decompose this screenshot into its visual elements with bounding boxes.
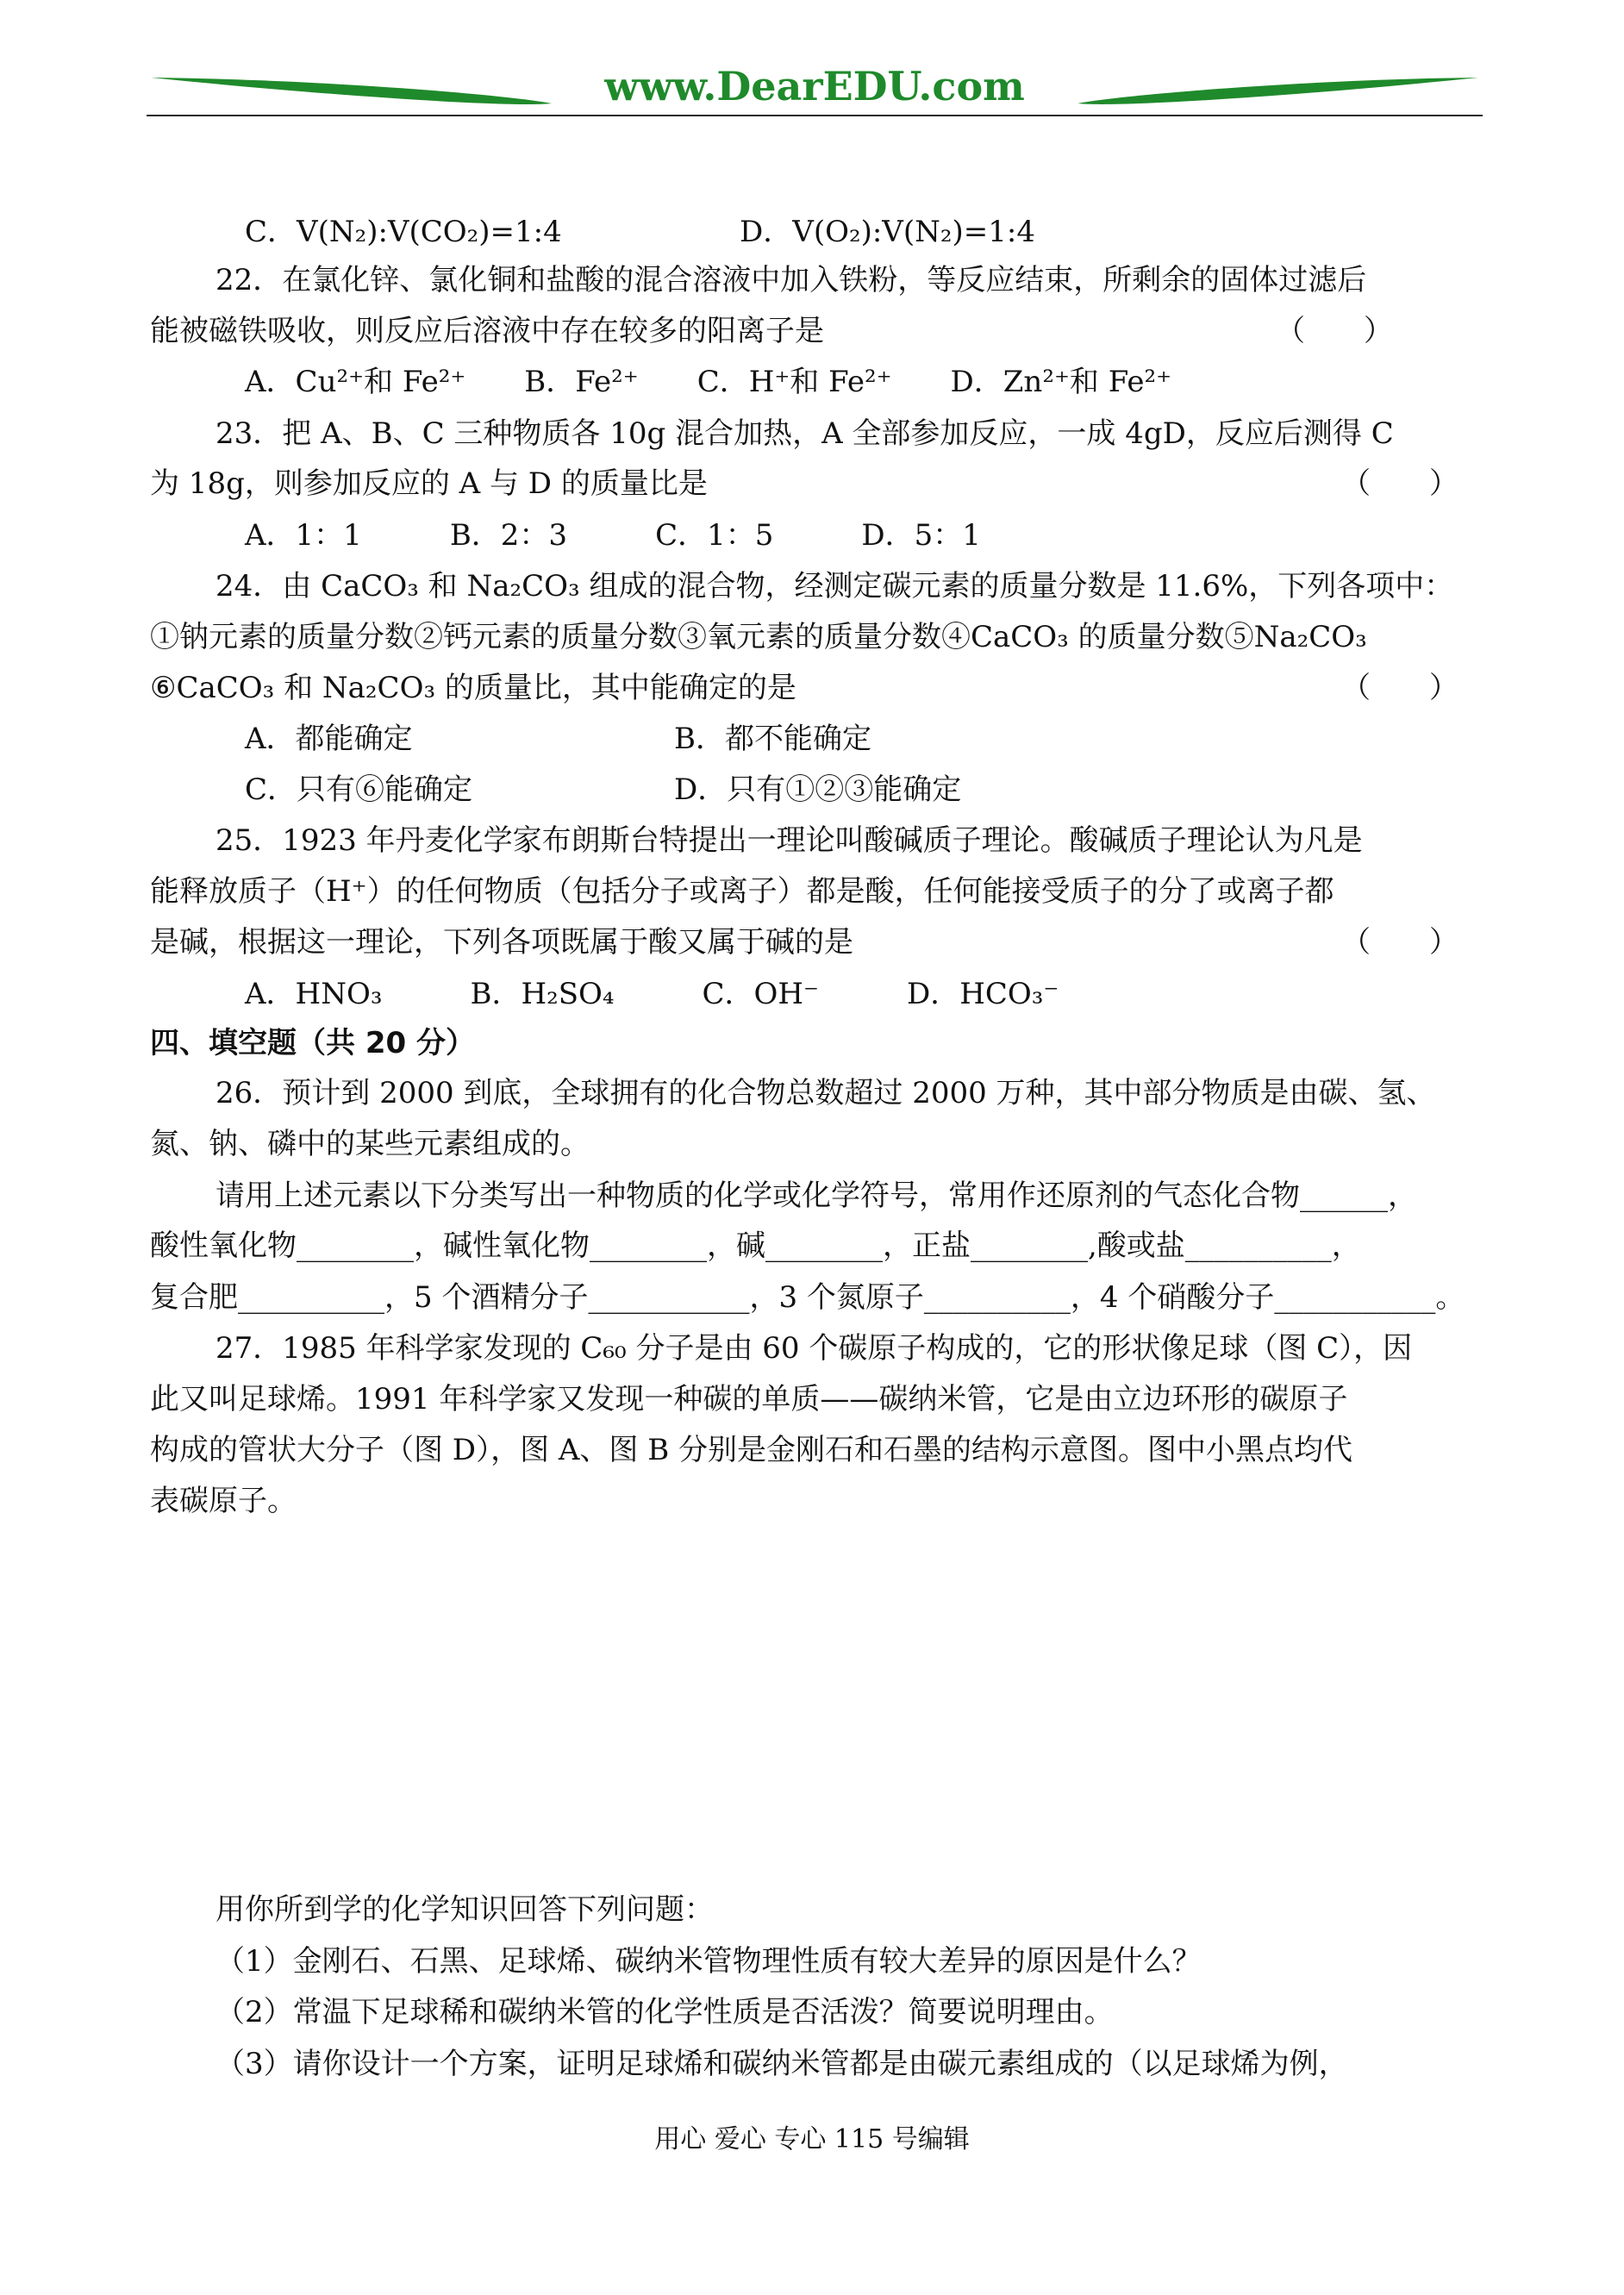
q22-line2: 能被磁铁吸收，则反应后溶液中存在较多的阳离子是 xyxy=(150,314,824,348)
q26-line1: 26．预计到 2000 到底，全球拥有的化合物总数超过 2000 万种，其中部分物质是由碳、氢、 xyxy=(215,1076,1436,1110)
q26-line3: 请用上述元素以下分类写出一种物质的化学或化学符号，常用作还原剂的气态化合物______， xyxy=(215,1179,1417,1213)
q25-line3: 是碱，根据这一理论，下列各项既属于酸又属于碱的是 xyxy=(150,925,853,960)
q27-sub3: （3）请你设计一个方案，证明足球烯和碳纳米管都是由碳元素组成的（以足球烯为例， xyxy=(215,2047,1348,2081)
q22-options: A．Cu²⁺和 Fe²⁺ B．Fe²⁺ C．H⁺和 Fe²⁺ D．Zn²⁺和 Fe²⁺ xyxy=(245,365,1172,399)
q23-answer-blank: （ ） xyxy=(1341,466,1458,501)
q24-line1: 24．由 CaCO₃ 和 Na₂CO₃ 组成的混合物，经测定碳元素的质量分数是 11.6%，下列各项中： xyxy=(215,569,1454,603)
q27-line4: 表碳原子。 xyxy=(150,1484,297,1518)
header-banner xyxy=(147,60,1483,129)
q27-line2: 此又叫足球烯。1991 年科学家又发现一种碳的单质——碳纳米管，它是由立边环形的碳原子 xyxy=(150,1382,1348,1416)
q26-line5: 复合肥__________，5 个酒精分子___________，3 个氮原子__________，4 个硝酸分子___________。 xyxy=(150,1280,1465,1315)
q26-line4: 酸性氧化物________，碱性氧化物________，碱________，正盐________,酸或盐__________， xyxy=(150,1229,1361,1263)
q27-line3: 构成的管状大分子（图 D），图 A、图 B 分别是金刚石和石墨的结构示意图。图中小黑点均代 xyxy=(150,1433,1353,1467)
q23-line2: 为 18g，则参加反应的 A 与 D 的质量比是 xyxy=(150,466,708,501)
page-header xyxy=(147,60,1483,129)
q27-prompt: 用你所到学的化学知识回答下列问题： xyxy=(215,1892,714,1927)
q21-option-d: D．V(O₂):V(N₂)=1:4 xyxy=(740,215,1035,249)
q27-line1: 27．1985 年科学家发现的 C₆₀ 分子是由 60 个碳原子构成的，它的形状像足球（图 C），因 xyxy=(215,1331,1413,1366)
q21-option-c: C．V(N₂):V(CO₂)=1:4 xyxy=(245,215,562,249)
q24-answer-blank: （ ） xyxy=(1341,671,1458,705)
page-footer: 用心 爱心 专心 115 号编辑 xyxy=(654,2124,970,2154)
q26-line2: 氮、钠、磷中的某些元素组成的。 xyxy=(150,1127,590,1161)
q23-line1: 23．把 A、B、C 三种物质各 10g 混合加热，A 全部参加反应，一成 4gD，反应后测得 C xyxy=(215,416,1394,451)
q24-line2: ①钠元素的质量分数②钙元素的质量分数③氧元素的质量分数④CaCO₃ 的质量分数⑤Na₂CO₃ xyxy=(150,620,1367,654)
q25-options: A．HNO₃ B．H₂SO₄ C．OH⁻ D．HCO₃⁻ xyxy=(245,977,1059,1011)
q24-option-d: D．只有①②③能确定 xyxy=(674,772,962,807)
q27-sub2: （2）常温下足球稀和碳纳米管的化学性质是否活泼？简要说明理由。 xyxy=(215,1995,1114,2029)
q27-sub1: （1）金刚石、石黑、足球烯、碳纳米管物理性质有较大差异的原因是什么？ xyxy=(215,1944,1202,1979)
q24-line3: ⑥CaCO₃ 和 Na₂CO₃ 的质量比，其中能确定的是 xyxy=(150,671,796,705)
q24-option-c: C．只有⑥能确定 xyxy=(245,772,473,807)
q24-option-b: B．都不能确定 xyxy=(674,722,871,756)
q25-line2: 能释放质子（H⁺）的任何物质（包括分子或离子）都是酸，任何能接受质子的分了或离子都 xyxy=(150,874,1334,909)
q23-options: A．1：1 B．2：3 C．1：5 D．5：1 xyxy=(245,518,981,553)
section-heading: 四、填空题（共 20 分） xyxy=(150,1026,475,1060)
q25-line1: 25．1923 年丹麦化学家布朗斯台特提出一理论叫酸碱质子理论。酸碱质子理论认为凡是 xyxy=(215,823,1363,858)
q22-line1: 22．在氯化锌、氯化铜和盐酸的混合溶液中加入铁粉，等反应结束，所剩余的固体过滤后 xyxy=(215,263,1367,297)
site-logo-text: www.DearEDU.com xyxy=(604,63,1025,109)
q22-answer-blank: （ ） xyxy=(1276,314,1393,348)
q24-option-a: A．都能确定 xyxy=(245,722,413,756)
q25-answer-blank: （ ） xyxy=(1341,925,1458,960)
